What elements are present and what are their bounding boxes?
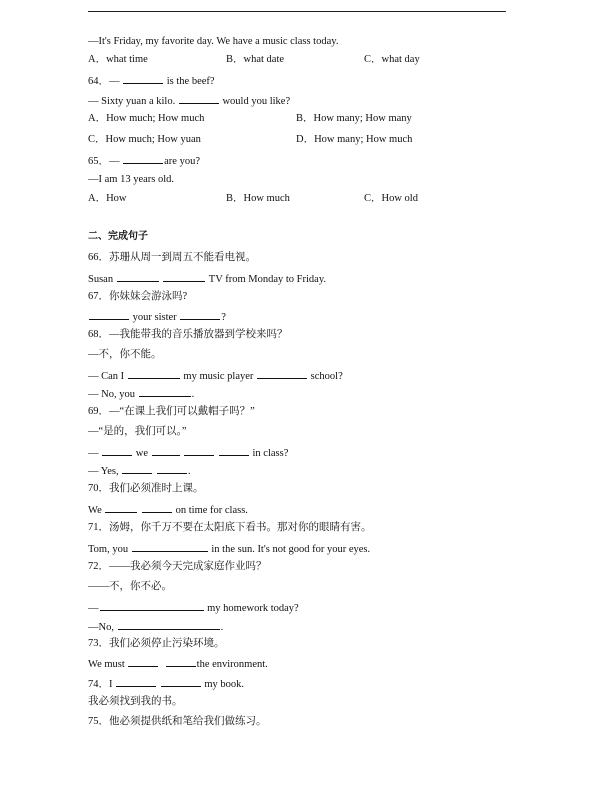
q69-answer-line: — we in class? (88, 445, 288, 461)
header-rule (88, 11, 506, 12)
q72-answer-line: — my homework today? (88, 600, 299, 616)
q74-answer-line: 74．I my book. (88, 676, 244, 692)
q64-option-a: A．How much; How much (88, 113, 205, 124)
answer-blank[interactable] (132, 541, 208, 552)
q65-question: 65．— are you? (88, 153, 200, 169)
answer-blank[interactable] (166, 656, 196, 667)
q70-prompt: 70．我们必须准时上课。 (88, 483, 204, 494)
q74-prompt: 我必须找到我的书。 (88, 696, 183, 707)
q66-prompt: 66．苏珊从周一到周五不能看电视。 (88, 252, 256, 263)
q65-option-c: C．How old (364, 193, 418, 204)
q69-prompt-reply: —“是的，我们可以。” (88, 426, 187, 437)
q67-prompt: 67．你妹妹会游泳吗? (88, 291, 188, 302)
answer-blank[interactable] (142, 502, 172, 513)
q64-option-c: C．How much; How yuan (88, 134, 201, 145)
answer-blank[interactable] (128, 368, 180, 379)
q68-prompt-reply: —不，你不能。 (88, 349, 162, 360)
answer-blank[interactable] (219, 445, 249, 456)
answer-blank[interactable] (157, 463, 187, 474)
answer-blank[interactable] (163, 271, 205, 282)
answer-blank[interactable] (123, 153, 163, 164)
q63-dialog-line: —It's Friday, my favorite day. We have a music class today. (88, 36, 339, 47)
answer-blank[interactable] (180, 309, 220, 320)
answer-blank[interactable] (117, 271, 159, 282)
q75-prompt: 75．他必须提供纸和笔给我们做练习。 (88, 716, 267, 727)
q64-option-d: D．How many; How much (296, 134, 413, 145)
q71-answer-line: Tom, you in the sun. It's not good for your eyes. (88, 541, 370, 557)
q65-option-b: B．How much (226, 193, 290, 204)
answer-blank[interactable] (257, 368, 307, 379)
q68-answer-reply: — No, you . (88, 386, 194, 402)
answer-blank[interactable] (116, 676, 156, 687)
q64-question: 64．— is the beef? (88, 73, 215, 89)
q67-answer-line: your sister ? (88, 309, 226, 325)
q66-answer-line: Susan TV from Monday to Friday. (88, 271, 326, 287)
q64-answer-line: — Sixty yuan a kilo. would you like? (88, 93, 290, 109)
answer-blank[interactable] (161, 676, 201, 687)
q72-prompt-reply: ——不，你不必。 (88, 581, 172, 592)
q63-option-b: B．what date (226, 54, 285, 65)
answer-blank[interactable] (100, 600, 204, 611)
answer-blank[interactable] (102, 445, 132, 456)
q63-option-a: A．what time (88, 54, 148, 65)
answer-blank[interactable] (128, 656, 158, 667)
q73-answer-line: We must the environment. (88, 656, 268, 672)
answer-blank[interactable] (105, 502, 137, 513)
q69-prompt: 69．—“在课上我们可以戴帽子吗？” (88, 406, 255, 417)
q69-answer-reply: — Yes, . (88, 463, 191, 479)
q71-prompt: 71．汤姆，你千万不要在太阳底下看书。那对你的眼睛有害。 (88, 522, 372, 533)
q65-answer-line: —I am 13 years old. (88, 174, 175, 185)
section-heading: 二、完成句子 (88, 231, 148, 242)
answer-blank[interactable] (118, 619, 220, 630)
q72-answer-reply: —No, . (88, 619, 223, 635)
answer-blank[interactable] (152, 445, 180, 456)
answer-blank[interactable] (89, 309, 129, 320)
q72-prompt: 72．——我必须今天完成家庭作业吗？ (88, 561, 267, 572)
answer-blank[interactable] (139, 386, 191, 397)
answer-blank[interactable] (184, 445, 214, 456)
q63-option-c: C．what day (364, 54, 420, 65)
q68-prompt: 68．—我能带我的音乐播放器到学校来吗？ (88, 329, 288, 340)
answer-blank[interactable] (179, 93, 219, 104)
answer-blank[interactable] (123, 73, 163, 84)
q65-option-a: A．How (88, 193, 127, 204)
q73-prompt: 73．我们必须停止污染环境。 (88, 638, 225, 649)
q64-option-b: B．How many; How many (296, 113, 412, 124)
answer-blank[interactable] (122, 463, 152, 474)
q70-answer-line: We on time for class. (88, 502, 248, 518)
q68-answer-line: — Can I my music player school? (88, 368, 343, 384)
